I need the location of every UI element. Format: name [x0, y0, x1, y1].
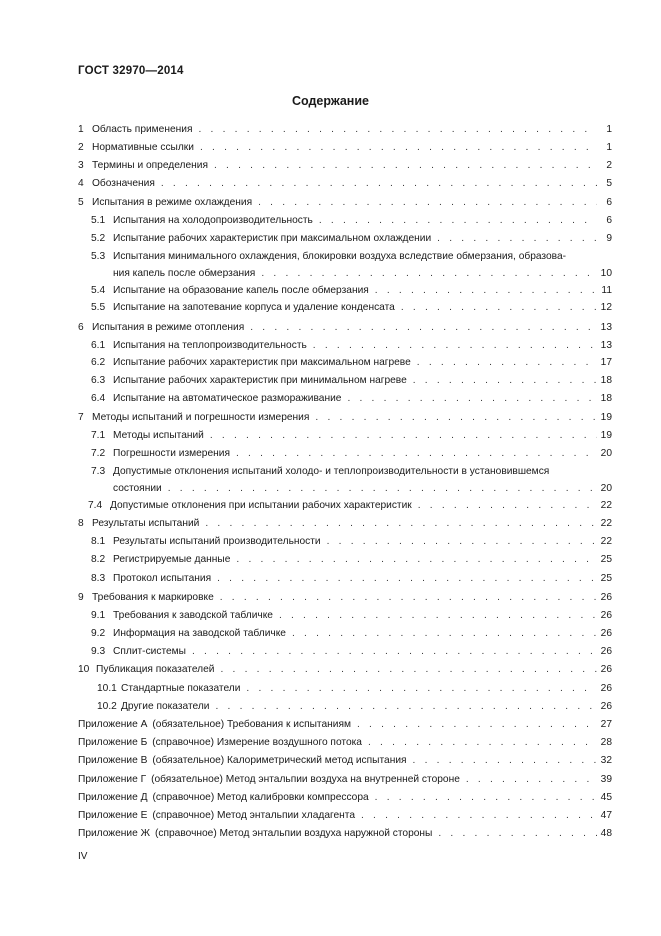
dot-leader: [466, 773, 597, 787]
toc-entry[interactable]: [91, 429, 612, 443]
toc-entry[interactable]: [91, 627, 612, 641]
toc-entry-page: 26: [600, 610, 612, 621]
toc-entry-number: 10.2: [97, 701, 117, 712]
toc-entry-page: 27: [600, 719, 612, 730]
dot-leader: [214, 159, 597, 173]
toc-entry-number: Приложение Д: [78, 792, 148, 803]
dot-leader: [375, 284, 597, 298]
dot-leader: [292, 627, 597, 641]
toc-entry-title: Испытания минимального охлаждения, блокировки воздуха вследствие обмерзания, образова-: [113, 251, 567, 262]
toc-entry-number: 6.1: [91, 340, 106, 351]
toc-entry-title: Нормативные ссылки: [92, 142, 194, 153]
toc-entry-number: 5.4: [91, 285, 106, 296]
toc-entry[interactable]: [88, 499, 612, 513]
toc-entry-number: 4: [78, 178, 84, 189]
toc-entry-page: 18: [600, 375, 612, 386]
dot-leader: [246, 682, 597, 696]
toc-entry-continuation[interactable]: [113, 267, 612, 281]
toc-entry[interactable]: [78, 177, 612, 191]
toc-entry-page: 26: [600, 592, 612, 603]
toc-entry-page: 32: [600, 755, 612, 766]
toc-entry-title: Испытания в режиме охлаждения: [92, 197, 253, 208]
dot-leader: [210, 429, 597, 443]
toc-entry-title: Допустимые отклонения испытаний холодо- и теплопроизводительности в установившемся: [113, 466, 550, 477]
toc-entry-number: 1: [78, 124, 84, 135]
toc-entry[interactable]: [78, 123, 612, 137]
toc-entry-title: Методы испытаний и погрешности измерения: [92, 412, 310, 423]
toc-entry-page: 26: [600, 628, 612, 639]
toc-entry-page: 2: [606, 160, 612, 171]
toc-entry-number: 10.1: [97, 683, 117, 694]
toc-entry-number: 5.1: [91, 215, 106, 226]
toc-entry-number: 3: [78, 160, 84, 171]
toc-entry-title: Испытания на холодопроизводительность: [113, 215, 313, 226]
dot-leader: [438, 827, 597, 841]
toc-entry-title: Публикация показателей: [96, 664, 215, 675]
toc-entry[interactable]: [91, 645, 612, 659]
toc-entry-page: 6: [606, 197, 612, 208]
dot-leader: [205, 517, 597, 531]
toc-entry-title: Погрешности измерения: [113, 448, 230, 459]
toc-entry-number: 8: [78, 518, 84, 529]
dot-leader: [437, 232, 597, 246]
toc-entry-page: 9: [606, 233, 612, 244]
toc-entry-title: Испытания в режиме отопления: [92, 322, 245, 333]
dot-leader: [161, 177, 597, 191]
dot-leader: [261, 267, 597, 281]
toc-entry-title-cont: ния капель после обмерзания: [113, 268, 256, 279]
toc-entry[interactable]: [91, 553, 612, 567]
toc-entry-number: 5.2: [91, 233, 106, 244]
toc-entry-number: 6: [78, 322, 84, 333]
toc-entry-page: 26: [600, 701, 612, 712]
dot-leader: [220, 663, 597, 677]
toc-entry[interactable]: [91, 339, 612, 353]
toc-entry-title: Термины и определения: [92, 160, 208, 171]
dot-leader: [236, 447, 597, 461]
toc-entry-title: Протокол испытания: [113, 573, 212, 584]
toc-entry-page: 11: [601, 285, 612, 296]
toc-entry-number: Приложение В: [78, 755, 148, 766]
page-number: IV: [78, 851, 88, 862]
toc-entry-number: 7.1: [91, 430, 106, 441]
toc-entry-title: (справочное) Метод энтальпии хладагента: [152, 810, 355, 821]
toc-entry[interactable]: [78, 773, 612, 787]
toc-entry[interactable]: [78, 591, 612, 605]
toc-entry-title: Испытание рабочих характеристик при максимальном охлаждении: [113, 233, 432, 244]
toc-entry-page: 28: [600, 737, 612, 748]
toc-entry-page: 12: [600, 302, 612, 313]
toc-entry-page: 17: [600, 357, 612, 368]
toc-entry-page: 13: [600, 322, 612, 333]
toc-entry-number: 9: [78, 592, 84, 603]
toc-entry-number: Приложение Г: [78, 774, 147, 785]
dot-leader: [216, 700, 598, 714]
toc-entry-page: 5: [606, 178, 612, 189]
toc-entry-number: 6.3: [91, 375, 106, 386]
dot-leader: [313, 339, 597, 353]
toc-entry-number: 2: [78, 142, 84, 153]
toc-entry-number: 8.1: [91, 536, 106, 547]
toc-entry-title: Испытание на образование капель после обмерзания: [113, 285, 369, 296]
toc-entry-title: Испытание на запотевание корпуса и удаление конденсата: [113, 302, 395, 313]
toc-entry-number: 8.2: [91, 554, 106, 565]
toc-entry-title: Требования к маркировке: [92, 592, 214, 603]
toc-entry[interactable]: [91, 535, 612, 549]
dot-leader: [198, 123, 597, 137]
toc-entry-page: 47: [600, 810, 612, 821]
dot-leader: [417, 356, 597, 370]
dot-leader: [168, 482, 597, 496]
dot-leader: [347, 392, 597, 406]
dot-leader: [401, 301, 597, 315]
dot-leader: [279, 609, 597, 623]
toc-entry[interactable]: [78, 517, 612, 531]
toc-entry[interactable]: [78, 159, 612, 173]
toc-entry[interactable]: [78, 736, 612, 750]
toc-entry-page: 19: [600, 430, 612, 441]
toc-entry-page: 13: [600, 340, 612, 351]
toc-entry-title: Регистрируемые данные: [113, 554, 231, 565]
toc-entry-firstline: [91, 250, 566, 264]
toc-entry[interactable]: [91, 301, 612, 315]
toc-entry[interactable]: [78, 718, 612, 732]
toc-entry-title: (справочное) Измерение воздушного потока: [152, 737, 362, 748]
toc-entry[interactable]: [78, 411, 612, 425]
toc-entry[interactable]: [97, 700, 612, 714]
toc-entry-page: 22: [600, 518, 612, 529]
toc-entry-number: 7.3: [91, 466, 106, 477]
toc-entry-title: Требования к заводской табличке: [113, 610, 273, 621]
toc-entry-number: 7.4: [88, 500, 103, 511]
toc-entry-page: 20: [600, 483, 612, 494]
toc-entry-title: (справочное) Метод калибровки компрессора: [152, 792, 369, 803]
dot-leader: [327, 535, 597, 549]
toc-entry-page: 19: [600, 412, 612, 423]
toc-entry-firstline: [91, 465, 549, 479]
toc-entry-continuation[interactable]: [113, 482, 612, 496]
toc-entry-title: Область применения: [92, 124, 193, 135]
toc-entry-page: 1: [606, 142, 612, 153]
toc-entry-title-cont: состоянии: [113, 483, 162, 494]
toc-entry[interactable]: [91, 374, 612, 388]
toc-entry-page: 39: [600, 774, 612, 785]
toc-entry-title: Допустимые отклонения при испытании рабочих характеристик: [110, 500, 412, 511]
toc-entry-page: 6: [606, 215, 612, 226]
toc-entry-number: 5: [78, 197, 84, 208]
toc-entry-title: Результаты испытаний производительности: [113, 536, 321, 547]
toc-entry-page: 25: [600, 573, 612, 584]
toc-entry[interactable]: [91, 214, 612, 228]
dot-leader: [192, 645, 597, 659]
toc-entry-title: Испытание рабочих характеристик при максимальном нагреве: [113, 357, 411, 368]
toc-entry[interactable]: [78, 196, 612, 210]
toc-entry[interactable]: [91, 232, 612, 246]
toc-entry-title: Методы испытаний: [113, 430, 204, 441]
toc-entry-number: 7: [78, 412, 84, 423]
toc-entry-title: (обязательное) Калориметрический метод испытания: [152, 755, 407, 766]
toc-entry[interactable]: [78, 663, 612, 677]
dot-leader: [200, 141, 597, 155]
dot-leader: [236, 553, 597, 567]
dot-leader: [361, 809, 597, 823]
toc-entry[interactable]: [97, 682, 612, 696]
toc-entry-number: 6.4: [91, 393, 106, 404]
toc-entry-number: Приложение Б: [78, 737, 148, 748]
dot-leader: [258, 196, 597, 210]
toc-entry-page: 48: [600, 828, 612, 839]
toc-entry-number: 8.3: [91, 573, 106, 584]
toc-entry-title: Обозначения: [92, 178, 155, 189]
toc-entry[interactable]: [78, 321, 612, 335]
toc-entry-title: Испытание на автоматическое размораживание: [113, 393, 342, 404]
toc-entry-number: 10: [78, 664, 90, 675]
dot-leader: [368, 736, 597, 750]
toc-entry-page: 26: [600, 683, 612, 694]
toc-entry-title: Информация на заводской табличке: [113, 628, 286, 639]
dot-leader: [220, 591, 597, 605]
toc-entry-title: Испытание рабочих характеристик при минимальном нагреве: [113, 375, 407, 386]
toc-entry[interactable]: [91, 392, 612, 406]
toc-entry[interactable]: [78, 827, 612, 841]
dot-leader: [375, 791, 597, 805]
toc-entry-number: 6.2: [91, 357, 106, 368]
toc-entry-number: 7.2: [91, 448, 106, 459]
toc-entry-title: Испытания на теплопроизводительность: [113, 340, 307, 351]
toc-entry-title: Сплит-системы: [113, 646, 186, 657]
toc-entry-page: 10: [600, 268, 612, 279]
toc-entry-page: 25: [600, 554, 612, 565]
toc-entry[interactable]: [91, 609, 612, 623]
toc-entry-title: Результаты испытаний: [92, 518, 200, 529]
toc-entry-page: 22: [600, 500, 612, 511]
document-code: ГОСТ 32970—2014: [78, 65, 184, 77]
toc-entry-number: 9.1: [91, 610, 106, 621]
dot-leader: [413, 374, 597, 388]
toc-entry[interactable]: [91, 572, 612, 586]
toc-entry-title: Стандартные показатели: [121, 683, 241, 694]
toc-entry-title: (справочное) Метод энтальпии воздуха наружной стороны: [155, 828, 433, 839]
toc-entry[interactable]: [91, 356, 612, 370]
toc-entry-number: 9.2: [91, 628, 106, 639]
toc-entry[interactable]: [78, 809, 612, 823]
toc-entry-number: 5.5: [91, 302, 106, 313]
dot-leader: [357, 718, 597, 732]
toc-entry-page: 20: [600, 448, 612, 459]
toc-entry-title: Другие показатели: [121, 701, 210, 712]
toc-entry[interactable]: [78, 754, 612, 768]
toc-entry-page: 18: [600, 393, 612, 404]
toc-entry-number: Приложение Е: [78, 810, 148, 821]
toc-entry[interactable]: [78, 141, 612, 155]
dot-leader: [319, 214, 597, 228]
toc-entry[interactable]: [91, 447, 612, 461]
dot-leader: [413, 754, 597, 768]
dot-leader: [250, 321, 597, 335]
toc-entry-page: 22: [600, 536, 612, 547]
toc-entry-number: 5.3: [91, 251, 106, 262]
toc-entry-number: 9.3: [91, 646, 106, 657]
toc-entry-page: 45: [600, 792, 612, 803]
toc-entry[interactable]: [78, 791, 612, 805]
page-title: Содержание: [291, 94, 369, 108]
toc-entry-number: Приложение А: [78, 719, 148, 730]
toc-entry-page: 26: [600, 646, 612, 657]
toc-entry-page: 1: [606, 124, 612, 135]
dot-leader: [315, 411, 597, 425]
toc-entry-number: Приложение Ж: [78, 828, 150, 839]
toc-entry-title: (обязательное) Метод энтальпии воздуха на внутренней стороне: [151, 774, 460, 785]
toc-entry-title: (обязательное) Требования к испытаниям: [152, 719, 351, 730]
toc-entry-page: 26: [600, 664, 612, 675]
dot-leader: [418, 499, 597, 513]
dot-leader: [217, 572, 597, 586]
toc-entry[interactable]: [91, 284, 612, 298]
